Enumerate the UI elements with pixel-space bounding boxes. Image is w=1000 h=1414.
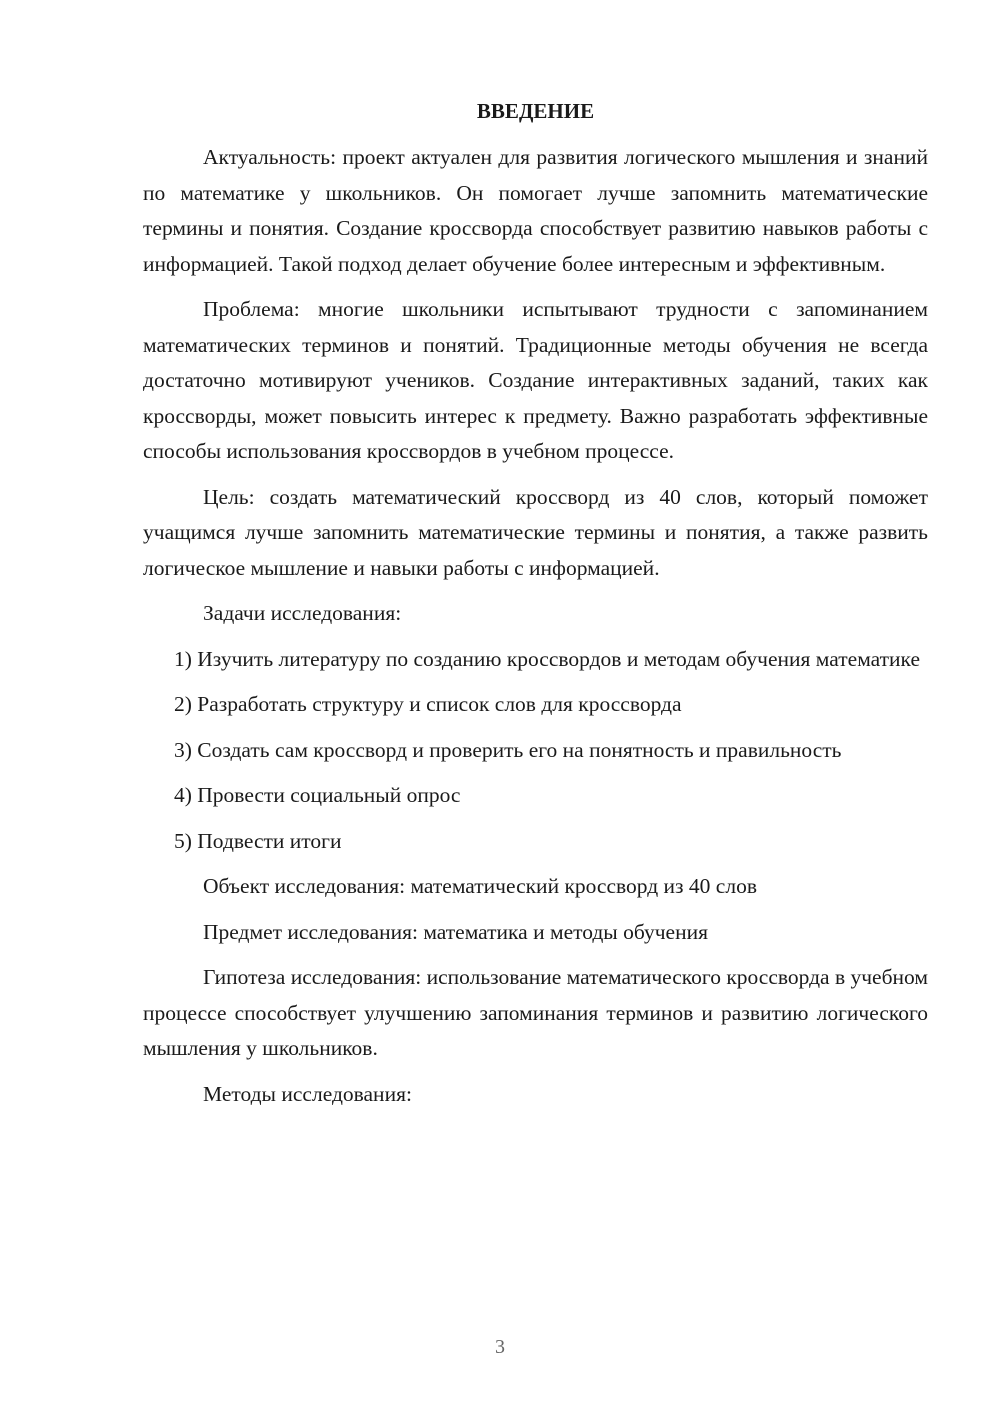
document-page: [143, 96, 928, 1122]
page-number: 3: [495, 1336, 505, 1358]
paragraph-object: Объект исследования: математический кроссворд из 40 слов: [203, 874, 757, 898]
paragraph-problem: Проблема: многие школьники испытывают трудности с запоминанием математических терминов и понятий. Традиционные методы обучения не всегда достаточно мотивируют учеников. Создание интерактивных заданий, таких как кроссворды, может повысить интерес к предмету. Важно разработать эффективные способы использования кроссвордов в учебном процессе.: [143, 297, 928, 463]
paragraph-methods: Методы исследования:: [203, 1081, 412, 1106]
paragraph-goal: Цель: создать математический кроссворд из 40 слов, который поможет учащимся лучше запомнить математические термины и понятия, а также развить логическое мышление и навыки работы с информацией.: [143, 484, 928, 580]
task-item-3: 3) Создать сам кроссворд и проверить его на понятность и правильность: [174, 737, 842, 762]
paragraph-subject: Предмет исследования: математика и методы обучения: [203, 919, 708, 944]
task-item-5: 5) Подвести итоги: [174, 828, 342, 853]
task-item-2: 2) Разработать структуру и список слов для кроссворда: [174, 692, 682, 716]
task-item-4: 4) Провести социальный опрос: [174, 783, 461, 807]
paragraph-tasks-heading: Задачи исследования:: [203, 601, 402, 625]
paragraph-relevance: Актуальность: проект актуален для развития логического мышления и знаний по математике у школьников. Он помогает лучше запомнить математические термины и понятия. Создание кроссворда способствует развитию навыков работы с информацией. Такой подход делает обучение более интересным и эффективным.: [143, 145, 928, 276]
paragraph-hypothesis: Гипотеза исследования: использование математического кроссворда в учебном процессе способствует улучшению запоминания терминов и развитию логического мышления у школьников.: [143, 965, 928, 1060]
task-item-1: 1) Изучить литературу по созданию кроссвордов и методам обучения математике: [174, 646, 920, 671]
section-title: ВВЕДЕНИЕ: [476, 99, 595, 123]
